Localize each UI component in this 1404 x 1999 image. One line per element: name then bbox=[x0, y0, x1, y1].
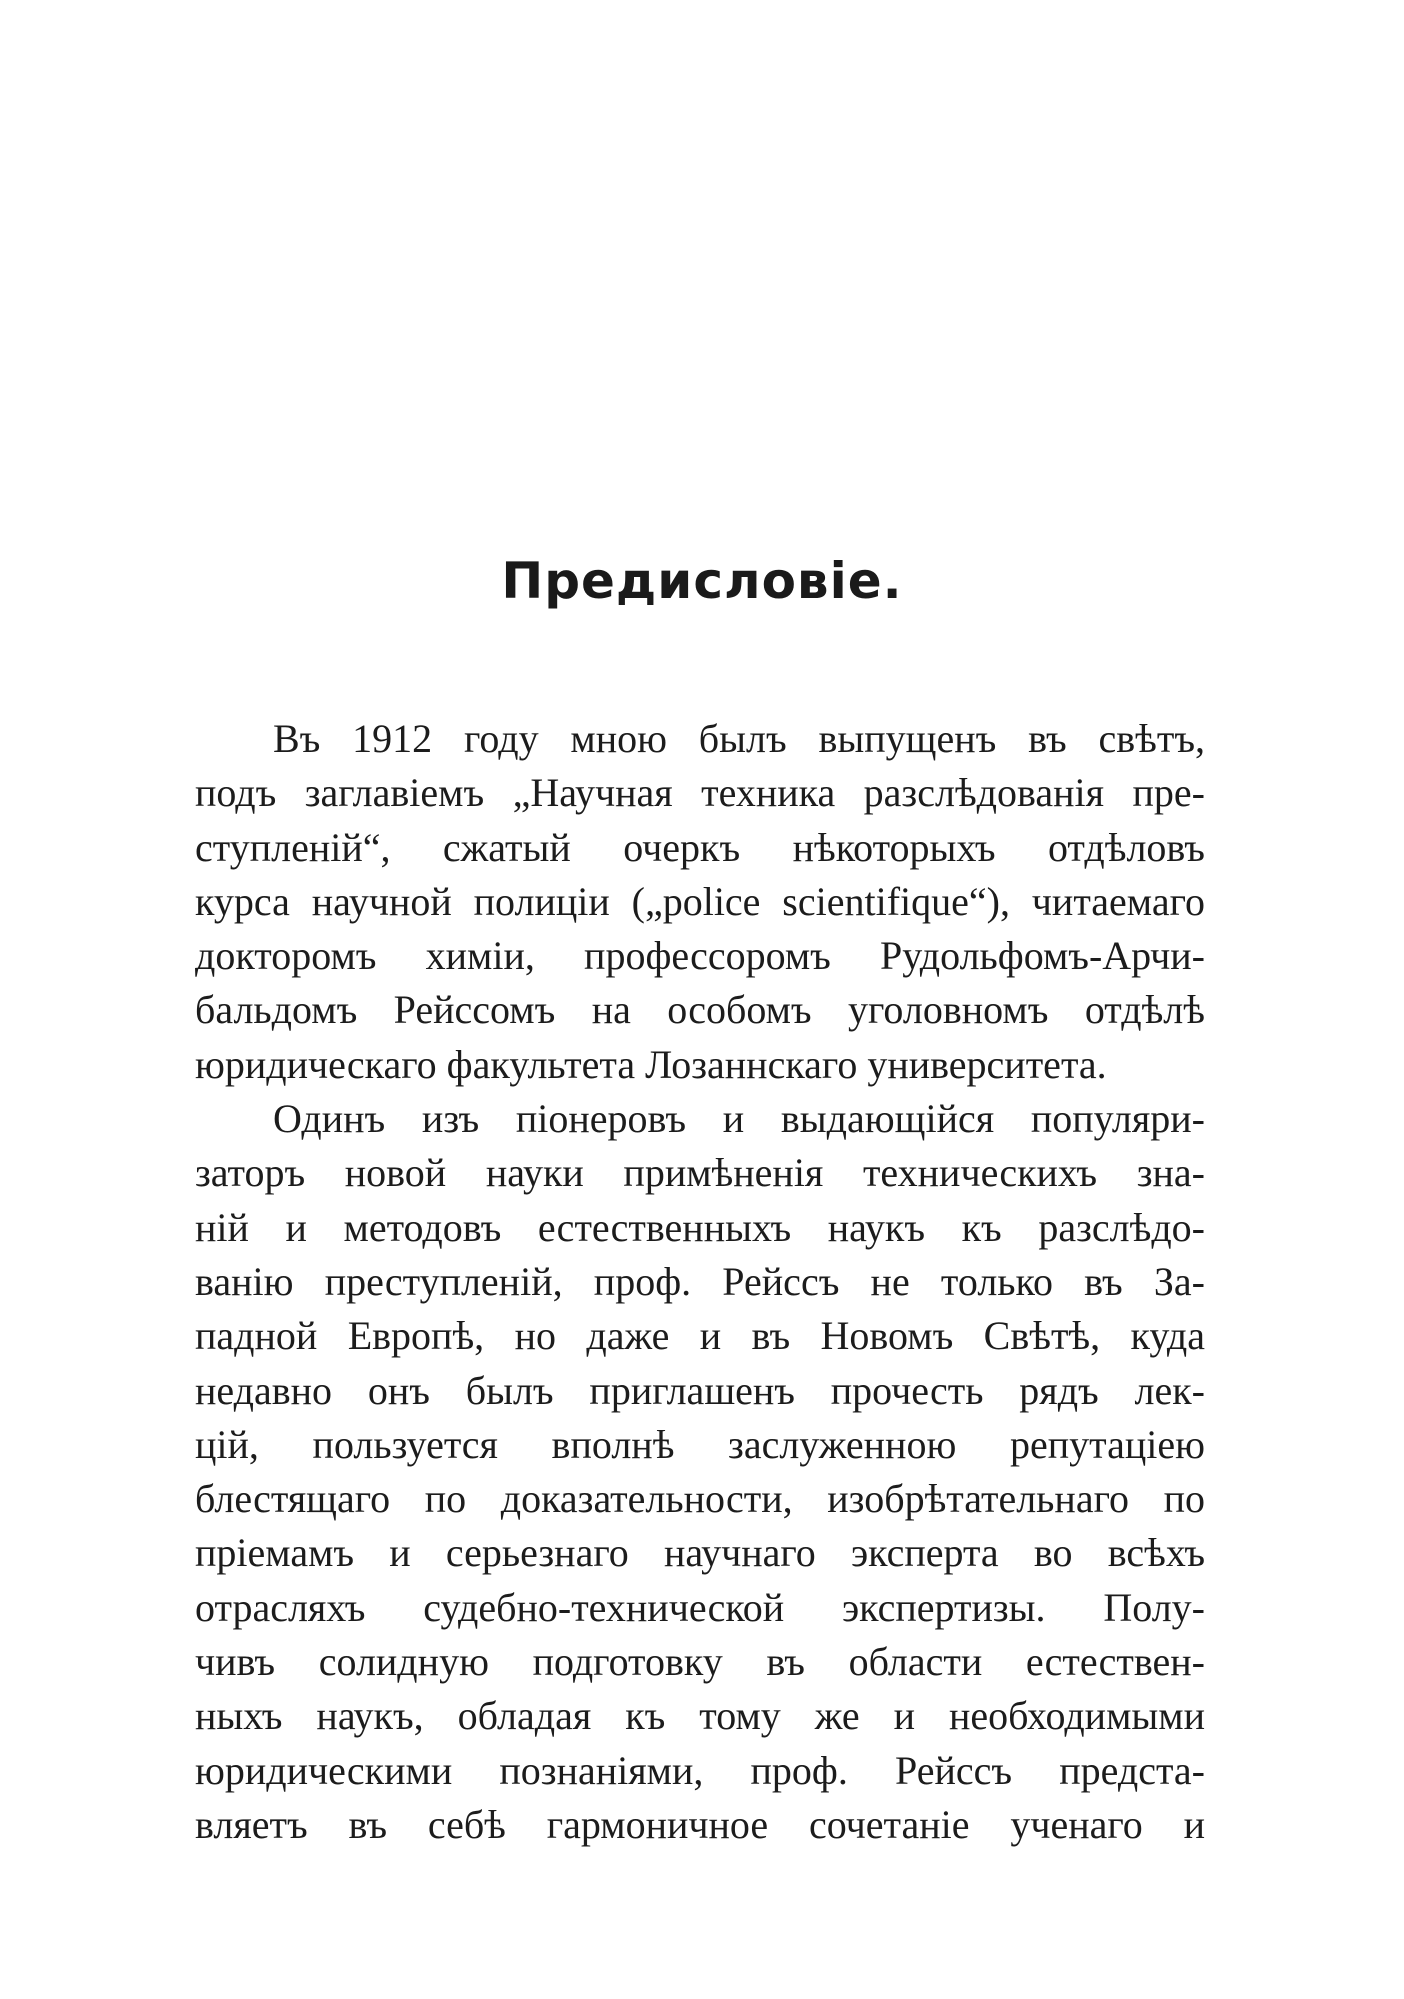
text-line-12: падной Европѣ, но даже и въ Новомъ Свѣтѣ, куда bbox=[195, 1313, 1205, 1359]
page-title: Предисловіе. bbox=[501, 552, 903, 610]
text-line-3: ступленій“, сжатый очеркъ нѣкоторыхъ отдѣловъ bbox=[195, 824, 1205, 870]
text-line-11: ванію преступленій, проф. Рейссъ не только въ За- bbox=[195, 1258, 1205, 1304]
text-line-14: цій, пользуется вполнѣ заслуженною репутаціею bbox=[195, 1421, 1205, 1467]
text-line-10: ній и методовъ естественныхъ наукъ къ разслѣдо- bbox=[195, 1204, 1205, 1250]
text-line-17: отрасляхъ судебно-технической экспертизы. Полу- bbox=[195, 1584, 1205, 1630]
text-line-15: блестящаго по доказательности, изобрѣтательнаго по bbox=[195, 1476, 1205, 1522]
text-line-18: чивъ солидную подготовку въ области естествен- bbox=[195, 1639, 1205, 1685]
text-line-13: недавно онъ былъ приглашенъ прочесть рядъ лек- bbox=[195, 1367, 1205, 1413]
text-line-2: подъ заглавіемъ „Научная техника разслѣдованія пре- bbox=[195, 770, 1205, 816]
text-line-20: юридическими познаніями, проф. Рейссъ предста- bbox=[195, 1747, 1205, 1793]
text-line-8: Одинъ изъ піонеровъ и выдающійся популяри- bbox=[273, 1096, 1205, 1142]
text-line-4: курса научной полиціи („police scientifique“), читаемаго bbox=[195, 878, 1205, 924]
text-line-1: Въ 1912 году мною былъ выпущенъ въ свѣтъ, bbox=[273, 716, 1205, 761]
body-text bbox=[195, 712, 1205, 1852]
text-line-19: ныхъ наукъ, обладая къ тому же и необходимыми bbox=[195, 1693, 1205, 1739]
text-line-5: докторомъ химіи, профессоромъ Рудольфомъ-Арчи- bbox=[195, 933, 1205, 979]
text-line-9: заторъ новой науки примѣненія техническихъ зна- bbox=[195, 1150, 1205, 1196]
text-line-16: пріемамъ и серьезнаго научнаго эксперта во всѣхъ bbox=[195, 1530, 1205, 1576]
text-line-21: вляетъ въ себѣ гармоничное сочетаніе ученаго и bbox=[195, 1801, 1205, 1847]
text-line-7: юридическаго факультета Лозаннскаго университета. bbox=[195, 1041, 1107, 1087]
text-line-6: бальдомъ Рейссомъ на особомъ уголовномъ отдѣлѣ bbox=[195, 987, 1205, 1033]
